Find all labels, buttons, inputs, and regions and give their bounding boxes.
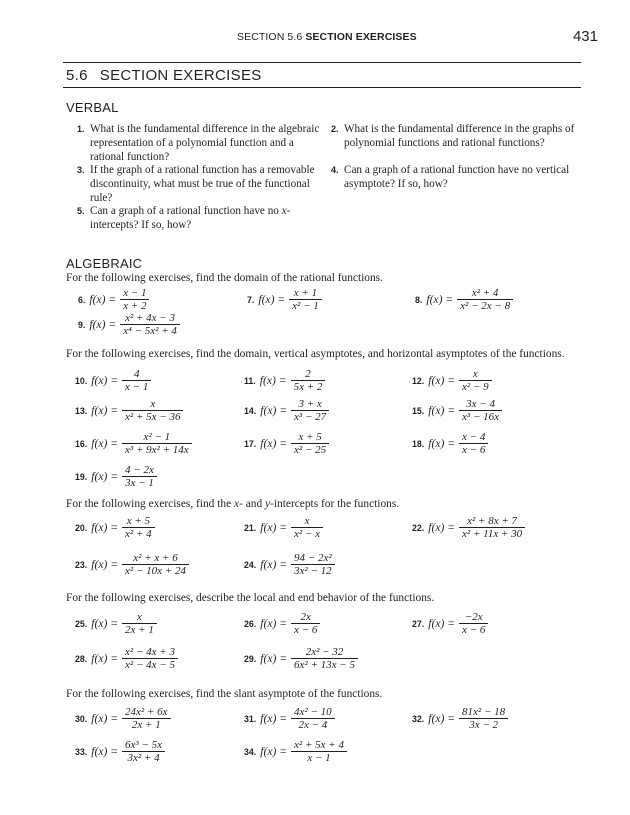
- exercise: [244, 739, 347, 764]
- exercise-number: 24.: [244, 559, 257, 570]
- function-lhs: f(x) =: [428, 617, 456, 630]
- function-lhs: f(x) =: [91, 437, 119, 450]
- fraction: [122, 368, 151, 393]
- exercise-number: 25.: [75, 618, 88, 629]
- fraction-denominator: 5x + 2: [291, 380, 326, 393]
- fraction-denominator: x² − 2x − 8: [457, 299, 513, 312]
- exercise: [412, 398, 502, 423]
- fraction: [291, 398, 329, 423]
- instruction-slant: For the following exercises, find the slant asymptote of the functions.: [66, 688, 383, 700]
- fraction-denominator: x² + 11x + 30: [459, 527, 525, 540]
- exercise-number: 17.: [244, 438, 257, 449]
- function-lhs: f(x) =: [259, 374, 287, 387]
- fraction-denominator: x − 1: [122, 380, 151, 393]
- exercise-number: 20.: [75, 522, 88, 533]
- exercise-number: 33.: [75, 746, 88, 757]
- exercise-number: 23.: [75, 559, 88, 570]
- function-lhs: f(x) =: [258, 293, 286, 306]
- fraction-numerator: x − 1: [123, 287, 147, 299]
- fraction: [459, 706, 508, 731]
- exercise-number: 12.: [412, 375, 425, 386]
- fraction-numerator: x² + x + 6: [133, 552, 178, 564]
- fraction-denominator: x³ − 16x: [459, 410, 502, 423]
- function-lhs: f(x) =: [428, 374, 456, 387]
- fraction-denominator: x − 6: [459, 623, 488, 636]
- fraction: [459, 611, 488, 636]
- fraction-denominator: x³ − 27: [291, 410, 329, 423]
- exercise: [75, 398, 183, 423]
- function-lhs: f(x) =: [428, 712, 456, 725]
- exercise-number: 18.: [412, 438, 425, 449]
- fraction: [120, 312, 180, 337]
- exercise: [78, 287, 149, 312]
- exercise-number: 6.: [78, 294, 86, 305]
- exercise-number: 28.: [75, 653, 88, 664]
- fraction-numerator: 81x² − 18: [462, 706, 506, 718]
- question-text: What is the fundamental difference in the graphs of polynomial functions and rational functions?: [344, 123, 575, 149]
- fraction-numerator: x² + 4x − 3: [125, 312, 175, 324]
- instruction-var-y: y: [265, 498, 271, 510]
- fraction-denominator: 2x − 4: [291, 718, 335, 731]
- fraction: [291, 706, 335, 731]
- function-lhs: f(x) =: [91, 404, 119, 417]
- exercise: [75, 552, 189, 577]
- question-number: 5.: [77, 206, 85, 216]
- section-title-text: SECTION EXERCISES: [99, 67, 262, 84]
- fraction-denominator: x⁴ − 5x² + 4: [120, 324, 180, 337]
- fraction-denominator: x − 6: [459, 443, 488, 456]
- exercise: [244, 431, 329, 456]
- fraction: [291, 515, 323, 540]
- verbal-question-3: [77, 164, 325, 205]
- question-text: If the graph of a rational function has a removable discontinuity, what must be true of the functional rule?: [90, 164, 315, 204]
- function-lhs: f(x) =: [260, 745, 288, 758]
- fraction-denominator: 3x − 1: [122, 476, 157, 489]
- fraction-denominator: 3x² − 12: [291, 564, 335, 577]
- fraction-denominator: 2x + 1: [122, 718, 171, 731]
- fraction-numerator: 3x − 4: [466, 398, 495, 410]
- instruction-asymptotes: For the following exercises, find the domain, vertical asymptotes, and horizontal asymptotes of the functions.: [66, 348, 565, 360]
- fraction: [291, 739, 347, 764]
- exercise-number: 26.: [244, 618, 257, 629]
- function-lhs: f(x) =: [89, 293, 117, 306]
- function-lhs: f(x) =: [428, 521, 456, 534]
- exercise-number: 30.: [75, 713, 88, 724]
- fraction-denominator: 2x + 1: [122, 623, 157, 636]
- exercise-number: 22.: [412, 522, 425, 533]
- exercise: [244, 611, 320, 636]
- function-lhs: f(x) =: [260, 437, 288, 450]
- function-lhs: f(x) =: [91, 745, 119, 758]
- fraction-numerator: 4x² − 10: [294, 706, 332, 718]
- question-number: 3.: [77, 165, 85, 175]
- fraction-denominator: x² − 1: [289, 299, 322, 312]
- fraction: [122, 552, 189, 577]
- exercise-number: 27.: [412, 618, 425, 629]
- exercise: [412, 431, 488, 456]
- fraction-numerator: x: [150, 398, 156, 410]
- algebraic-heading: ALGEBRAIC: [66, 256, 143, 271]
- verbal-question-4: [331, 164, 580, 192]
- exercise-number: 14.: [244, 405, 257, 416]
- verbal-heading: VERBAL: [66, 100, 119, 115]
- instruction-text: For the following exercises, find the: [66, 498, 232, 510]
- fraction-denominator: x − 1: [291, 751, 347, 764]
- function-lhs: f(x) =: [260, 712, 288, 725]
- exercise-number: 15.: [412, 405, 425, 416]
- fraction-denominator: 3x − 2: [459, 718, 508, 731]
- exercise: [247, 287, 322, 312]
- exercise: [75, 611, 157, 636]
- question-text-a: Can a graph of a rational function have no: [90, 205, 279, 217]
- exercise: [412, 515, 525, 540]
- section-number: 5.6: [66, 67, 88, 84]
- fraction-numerator: x² + 5x + 4: [294, 739, 344, 751]
- fraction: [120, 287, 149, 312]
- verbal-question-5: [77, 205, 325, 233]
- exercise-number: 8.: [415, 294, 423, 305]
- fraction: [289, 287, 322, 312]
- fraction-numerator: x: [137, 611, 142, 623]
- exercise-number: 21.: [244, 522, 257, 533]
- verbal-question-2: [331, 123, 580, 151]
- function-lhs: f(x) =: [428, 437, 456, 450]
- fraction-denominator: x³ + 9x² + 14x: [122, 443, 192, 456]
- fraction-denominator: x² − 9: [459, 380, 492, 393]
- question-number: 2.: [331, 124, 339, 134]
- fraction-numerator: 6x³ − 5x: [125, 739, 163, 751]
- fraction-numerator: x + 1: [293, 287, 318, 299]
- verbal-question-1: [77, 123, 325, 164]
- exercise: [244, 515, 323, 540]
- exercise: [75, 706, 171, 731]
- fraction-denominator: x² − 4x − 5: [122, 658, 178, 671]
- question-text: What is the fundamental difference in the algebraic representation of a polynomial function and a rational function?: [90, 123, 320, 163]
- section-title-rule: [63, 87, 581, 88]
- fraction-denominator: x² − 10x + 24: [122, 564, 189, 577]
- exercise: [75, 646, 178, 671]
- exercise-number: 11.: [244, 375, 256, 386]
- fraction-numerator: x² − 4x + 3: [125, 646, 175, 658]
- instruction-var-x: x: [234, 498, 240, 510]
- fraction: [122, 611, 157, 636]
- function-lhs: f(x) =: [91, 521, 119, 534]
- fraction: [291, 611, 320, 636]
- exercise: [244, 368, 325, 393]
- fraction-numerator: 3 + x: [298, 398, 322, 410]
- instruction-text: -intercepts for the functions.: [270, 498, 400, 510]
- fraction-denominator: x + 2: [120, 299, 149, 312]
- exercise-number: 31.: [244, 713, 257, 724]
- exercise: [75, 431, 192, 456]
- fraction: [459, 515, 525, 540]
- fraction-numerator: −2x: [464, 611, 483, 623]
- running-head-section-name: SECTION EXERCISES: [305, 31, 417, 43]
- fraction: [459, 431, 488, 456]
- fraction: [122, 515, 155, 540]
- fraction-denominator: x² + 4: [122, 527, 155, 540]
- running-head: [237, 31, 417, 43]
- exercise-number: 16.: [75, 438, 88, 449]
- fraction: [459, 398, 502, 423]
- instruction-intercepts: [66, 498, 399, 510]
- fraction-numerator: 24x² + 6x: [125, 706, 168, 718]
- function-lhs: f(x) =: [89, 318, 117, 331]
- function-lhs: f(x) =: [260, 404, 288, 417]
- exercise-number: 10.: [75, 375, 88, 386]
- fraction-numerator: x + 5: [298, 431, 322, 443]
- function-lhs: f(x) =: [91, 652, 119, 665]
- fraction: [122, 646, 178, 671]
- exercise: [244, 646, 358, 671]
- fraction-denominator: x² + 5x − 36: [122, 410, 183, 423]
- fraction-numerator: x² − 1: [143, 431, 171, 443]
- exercise-number: 19.: [75, 471, 88, 482]
- section-title: [66, 67, 262, 84]
- function-lhs: f(x) =: [260, 558, 288, 571]
- exercise: [75, 739, 165, 764]
- fraction-numerator: x² + 4: [471, 287, 499, 299]
- question-number: 4.: [331, 165, 339, 175]
- question-text-var: x: [281, 205, 287, 217]
- exercise-number: 32.: [412, 713, 425, 724]
- fraction-numerator: 94 − 2x²: [294, 552, 332, 564]
- function-lhs: f(x) =: [91, 558, 119, 571]
- fraction: [457, 287, 513, 312]
- fraction: [291, 552, 335, 577]
- exercise: [244, 398, 329, 423]
- fraction-denominator: 6x² + 13x − 5: [291, 658, 358, 671]
- fraction: [122, 739, 165, 764]
- fraction: [122, 398, 183, 423]
- function-lhs: f(x) =: [260, 652, 288, 665]
- instruction-behavior: For the following exercises, describe the local and end behavior of the functions.: [66, 592, 435, 604]
- exercise: [412, 368, 492, 393]
- instruction-domain: For the following exercises, find the domain of the rational functions.: [66, 272, 383, 284]
- function-lhs: f(x) =: [91, 712, 119, 725]
- fraction-denominator: x − 6: [291, 623, 320, 636]
- fraction: [459, 368, 492, 393]
- question-number: 1.: [77, 124, 85, 134]
- fraction: [122, 431, 192, 456]
- exercise: [415, 287, 513, 312]
- fraction: [122, 464, 157, 489]
- exercise: [412, 611, 488, 636]
- function-lhs: f(x) =: [91, 617, 119, 630]
- fraction-numerator: 2x² − 32: [305, 646, 344, 658]
- exercise: [75, 464, 157, 489]
- instruction-text: - and: [239, 498, 263, 510]
- exercise: [78, 312, 180, 337]
- function-lhs: f(x) =: [428, 404, 456, 417]
- fraction-numerator: 2: [305, 368, 311, 380]
- function-lhs: f(x) =: [91, 470, 119, 483]
- function-lhs: f(x) =: [260, 521, 288, 534]
- question-text-c: -intercepts? If so, how?: [90, 205, 291, 231]
- page-number: 431: [572, 28, 598, 45]
- exercise: [75, 515, 155, 540]
- fraction: [122, 706, 171, 731]
- exercise: [412, 706, 508, 731]
- fraction: [291, 646, 358, 671]
- fraction-denominator: 3x² + 4: [122, 751, 165, 764]
- exercise: [244, 706, 335, 731]
- function-lhs: f(x) =: [91, 374, 119, 387]
- fraction-numerator: x² + 8x + 7: [467, 515, 518, 527]
- exercise-number: 13.: [75, 405, 88, 416]
- exercise-number: 29.: [244, 653, 257, 664]
- exercise-number: 9.: [78, 319, 86, 330]
- function-lhs: f(x) =: [260, 617, 288, 630]
- exercise: [244, 552, 335, 577]
- fraction-numerator: x: [472, 368, 478, 380]
- exercise: [75, 368, 151, 393]
- exercise-number: 7.: [247, 294, 255, 305]
- running-head-section-label: SECTION 5.6: [237, 31, 303, 43]
- fraction-numerator: 2x: [300, 611, 311, 623]
- fraction-numerator: x: [304, 515, 310, 527]
- fraction-numerator: x + 5: [126, 515, 150, 527]
- fraction-denominator: x² − x: [291, 527, 323, 540]
- question-text: Can a graph of a rational function have no vertical asymptote? If so, how?: [344, 164, 570, 190]
- fraction-numerator: 4 − 2x: [125, 464, 154, 476]
- header-rule: [63, 62, 581, 63]
- exercise-number: 34.: [244, 746, 257, 757]
- fraction-numerator: 4: [133, 368, 140, 380]
- function-lhs: f(x) =: [426, 293, 454, 306]
- fraction-numerator: x − 4: [462, 431, 486, 443]
- fraction-denominator: x² − 25: [291, 443, 329, 456]
- fraction: [291, 431, 329, 456]
- fraction: [291, 368, 326, 393]
